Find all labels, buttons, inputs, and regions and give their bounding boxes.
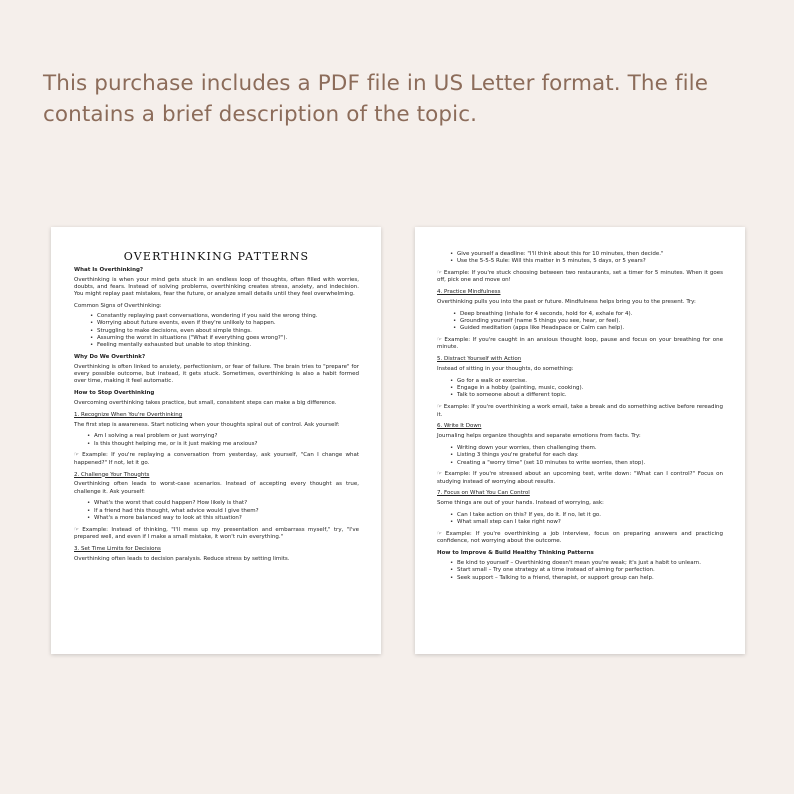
example-paragraph: ☞ Example: If you're replaying a conversation from yesterday, ask yourself, "Can I change what happened?" If not, let it go. bbox=[74, 452, 359, 466]
paragraph: Overthinking often leads to decision paralysis. Reduce stress by setting limits. bbox=[74, 555, 290, 562]
paragraph: Overthinking often leads to worst-case scenarios. Instead of accepting every thought as true, challenge it. Ask yourself: bbox=[74, 481, 359, 495]
list-item: • Grounding yourself (name 5 things you see, hear, or feel). bbox=[460, 318, 723, 325]
bullet-list bbox=[437, 560, 723, 582]
list-item: • Constantly replaying past conversations, wondering if you said the wrong thing. bbox=[97, 313, 359, 320]
paragraph: The first step is awareness. Start noticing when your thoughts spiral out of control. Ask yourself: bbox=[74, 421, 340, 428]
list-item: • Is this thought helping me, or is it just making me anxious? bbox=[94, 441, 359, 448]
paragraph: Some things are out of your hands. Instead of worrying, ask: bbox=[437, 500, 604, 507]
document-title: OVERTHINKING PATTERNS bbox=[123, 250, 310, 263]
headline-text: This purchase includes a PDF file in US Letter format. The file contains a brief description of the topic. bbox=[43, 71, 709, 127]
bullet-list bbox=[437, 445, 723, 467]
list-item: • Start small – Try one strategy at a time instead of aiming for perfection. bbox=[457, 567, 723, 574]
list-item: • Feeling mentally exhausted but unable to stop thinking. bbox=[97, 342, 359, 349]
list-item: • Am I solving a real problem or just worrying? bbox=[94, 433, 359, 440]
section-heading: Why Do We Overthink? bbox=[74, 353, 146, 360]
subsection-heading: 7. Focus on What You Can Control bbox=[437, 490, 530, 497]
list-item: • Writing down your worries, then challenging them. bbox=[457, 445, 723, 452]
paragraph: Overthinking is often linked to anxiety, perfectionism, or fear of failure. The brain tries to "prepare" for every possible outcome, but instead, it gets stuck. Sometimes, overthinking is also a habit formed over time, making it feel automatic. bbox=[74, 363, 359, 385]
document-page-2 bbox=[415, 227, 745, 654]
list-item: • Struggling to make decisions, even about simple things. bbox=[97, 328, 359, 335]
list-item: • What small step can I take right now? bbox=[457, 519, 723, 526]
list-item: • Worrying about future events, even if they're unlikely to happen. bbox=[97, 320, 359, 327]
list-item: • Talk to someone about a different topic. bbox=[457, 392, 723, 399]
list-item: • What's a more balanced way to look at this situation? bbox=[94, 515, 359, 522]
example-paragraph: ☞ Example: If you're stuck choosing between two restaurants, set a timer for 5 minutes. When it goes off, pick one and move on! bbox=[437, 270, 723, 284]
list-item: • Listing 3 things you're grateful for each day. bbox=[457, 452, 723, 459]
example-paragraph: ☞ Example: If you're overthinking a job interview, focus on preparing answers and practicing confidence, not worrying about the outcome. bbox=[437, 531, 723, 545]
paragraph: Overthinking pulls you into the past or future. Mindfulness helps bring you to the present. Try: bbox=[437, 298, 696, 305]
list-item: • If a friend had this thought, what advice would I give them? bbox=[94, 508, 359, 515]
bullet-list bbox=[437, 251, 723, 266]
subsection-heading: 3. Set Time Limits for Decisions bbox=[74, 545, 161, 552]
list-item: • Seek support – Talking to a friend, therapist, or support group can help. bbox=[457, 575, 723, 582]
paragraph: Instead of sitting in your thoughts, do something: bbox=[437, 366, 574, 373]
bullet-list bbox=[437, 311, 723, 333]
bullet-list bbox=[74, 500, 359, 522]
example-paragraph: ☞ Example: If you're overthinking a work email, take a break and do something active before rereading it. bbox=[437, 404, 723, 418]
bullet-list bbox=[437, 378, 723, 400]
paragraph: Overcoming overthinking takes practice, but small, consistent steps can make a big difference. bbox=[74, 399, 337, 406]
subsection-heading: 6. Write It Down bbox=[437, 423, 482, 430]
section-heading: What Is Overthinking? bbox=[74, 267, 144, 273]
example-paragraph: ☞ Example: Instead of thinking, "I'll mess up my presentation and embarrass myself," try, "I've prepared well, and even if I make a small mistake, it won't ruin everything." bbox=[74, 526, 359, 541]
list-item: • Deep breathing (inhale for 4 seconds, hold for 4, exhale for 4). bbox=[460, 311, 723, 318]
list-item: • Creating a "worry time" (set 10 minutes to write worries, then stop). bbox=[457, 460, 723, 467]
subsection-heading: 1. Recognize When You're Overthinking bbox=[74, 411, 183, 418]
bullet-list bbox=[437, 512, 723, 527]
list-item: • Use the 5-5-5 Rule: Will this matter in 5 minutes, 5 days, or 5 years? bbox=[457, 258, 723, 265]
list-item: • Give yourself a deadline: "I'll think about this for 10 minutes, then decide." bbox=[457, 251, 723, 258]
subsection-heading: 2. Challenge Your Thoughts bbox=[74, 471, 150, 478]
list-item: • What's the worst that could happen? How likely is that? bbox=[94, 500, 359, 507]
list-item: • Assuming the worst in situations ("What if everything goes wrong?"). bbox=[97, 335, 359, 342]
bullet-list bbox=[74, 313, 359, 349]
bullet-list bbox=[74, 433, 359, 448]
example-paragraph: ☞ Example: If you're caught in an anxious thought loop, pause and focus on your breathing for one minute. bbox=[437, 337, 723, 351]
list-item: • Guided meditation (apps like Headspace or Calm can help). bbox=[460, 325, 723, 332]
subsection-heading: 5. Distract Yourself with Action bbox=[437, 356, 522, 363]
list-item: • Can I take action on this? If yes, do it. If no, let it go. bbox=[457, 512, 723, 519]
paragraph: Overthinking is when your mind gets stuck in an endless loop of thoughts, often filled with worries, doubts, and fears. Instead of solving problems, overthinking creates stress, anxiety, and indecision. You might replay past mistakes, fear the future, or analyze small details until they feel overwhelming. bbox=[74, 276, 359, 298]
list-item: • Engage in a hobby (painting, music, cooking). bbox=[457, 385, 723, 392]
paragraph: Journaling helps organize thoughts and separate emotions from facts. Try: bbox=[437, 433, 641, 440]
list-item: • Be kind to yourself – Overthinking doesn't mean you're weak; it's just a habit to unlearn. bbox=[457, 560, 723, 567]
section-heading: How to Improve & Build Healthy Thinking Patterns bbox=[437, 550, 594, 557]
document-page-1 bbox=[51, 227, 381, 654]
subsection-heading: 4. Practice Mindfulness bbox=[437, 289, 501, 296]
paragraph: Common Signs of Overthinking: bbox=[74, 303, 162, 310]
list-item: • Go for a walk or exercise. bbox=[457, 378, 723, 385]
example-paragraph: ☞ Example: If you're stressed about an upcoming test, write down: "What can I control?" Focus on studying instead of worrying about results. bbox=[437, 471, 723, 485]
section-heading: How to Stop Overthinking bbox=[74, 390, 155, 397]
